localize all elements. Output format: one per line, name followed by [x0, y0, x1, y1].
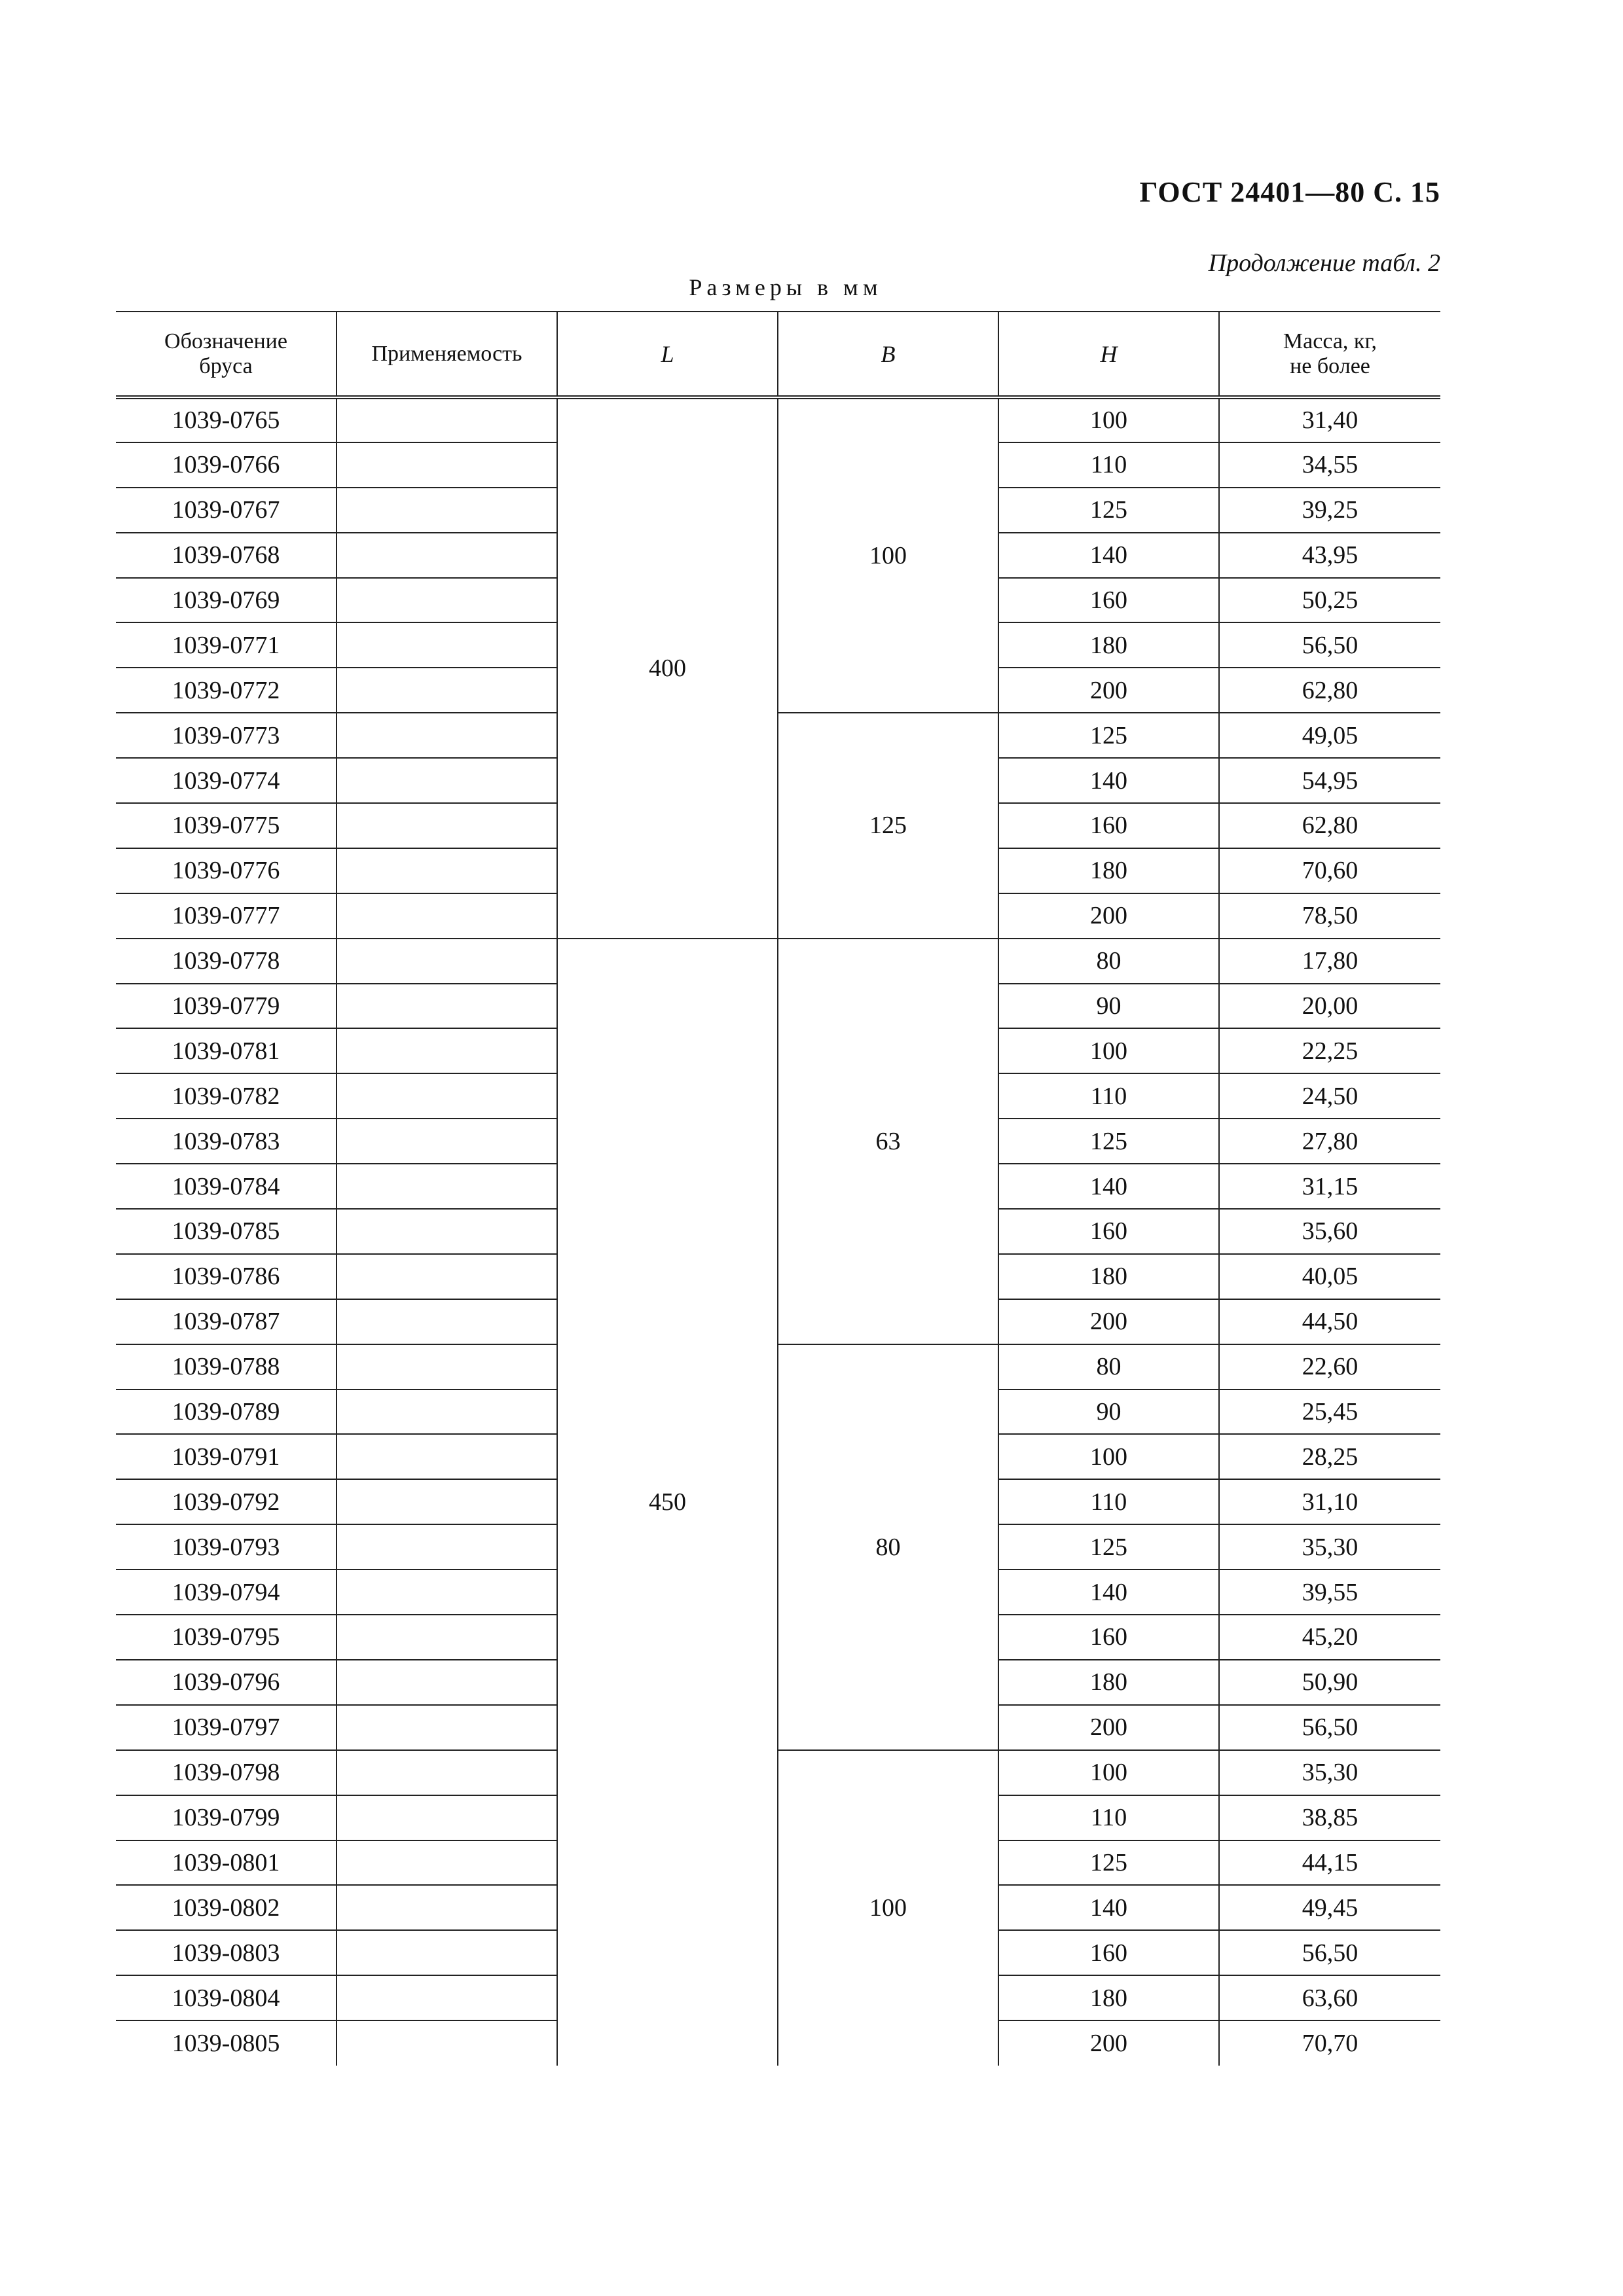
- cell-mass: 49,05: [1219, 713, 1440, 758]
- cell-mass: 20,00: [1219, 984, 1440, 1029]
- cell-mass: 38,85: [1219, 1795, 1440, 1840]
- cell-applicability: [337, 1119, 557, 1164]
- cell-applicability: [337, 2020, 557, 2066]
- cell-code: 1039-0788: [116, 1344, 337, 1390]
- cell-mass: 28,25: [1219, 1434, 1440, 1479]
- cell-mass: 70,60: [1219, 848, 1440, 893]
- cell-H: 160: [998, 1930, 1219, 1975]
- cell-code: 1039-0775: [116, 803, 337, 848]
- cell-H: 180: [998, 622, 1219, 668]
- cell-H: 125: [998, 1524, 1219, 1570]
- cell-H: 160: [998, 803, 1219, 848]
- cell-code: 1039-0779: [116, 984, 337, 1029]
- cell-mass: 35,60: [1219, 1209, 1440, 1254]
- cell-B: 80: [778, 1344, 998, 1750]
- cell-mass: 31,15: [1219, 1164, 1440, 1209]
- cell-H: 180: [998, 848, 1219, 893]
- table-row: [116, 1750, 1440, 1795]
- cell-H: 110: [998, 1795, 1219, 1840]
- cell-mass: 56,50: [1219, 1705, 1440, 1750]
- cell-code: 1039-0801: [116, 1840, 337, 1886]
- cell-H: 180: [998, 1254, 1219, 1299]
- cell-mass: 40,05: [1219, 1254, 1440, 1299]
- cell-mass: 45,20: [1219, 1615, 1440, 1660]
- cell-H: 80: [998, 939, 1219, 984]
- cell-H: 180: [998, 1660, 1219, 1705]
- cell-H: 100: [998, 397, 1219, 442]
- cell-applicability: [337, 713, 557, 758]
- cell-applicability: [337, 1524, 557, 1570]
- cell-applicability: [337, 533, 557, 578]
- cell-H: 90: [998, 984, 1219, 1029]
- cell-mass: 56,50: [1219, 622, 1440, 668]
- cell-code: 1039-0785: [116, 1209, 337, 1254]
- cell-H: 160: [998, 578, 1219, 623]
- cell-H: 90: [998, 1390, 1219, 1435]
- cell-code: 1039-0784: [116, 1164, 337, 1209]
- cell-H: 160: [998, 1615, 1219, 1660]
- cell-applicability: [337, 939, 557, 984]
- cell-code: 1039-0768: [116, 533, 337, 578]
- page-header: ГОСТ 24401—80 С. 15: [1139, 176, 1440, 208]
- cell-code: 1039-0783: [116, 1119, 337, 1164]
- cell-applicability: [337, 1479, 557, 1524]
- header-row: [116, 312, 1440, 397]
- cell-B: 125: [778, 713, 998, 938]
- cell-applicability: [337, 1344, 557, 1390]
- cell-H: 110: [998, 1479, 1219, 1524]
- col-header-applicability: Применяемость: [337, 312, 557, 397]
- cell-H: 140: [998, 1164, 1219, 1209]
- cell-applicability: [337, 1028, 557, 1073]
- cell-applicability: [337, 1930, 557, 1975]
- cell-H: 200: [998, 1299, 1219, 1344]
- cell-H: 200: [998, 668, 1219, 713]
- col-header-mass: Масса, кг, не более: [1219, 312, 1440, 397]
- cell-applicability: [337, 1073, 557, 1119]
- cell-B: 100: [778, 1750, 998, 2066]
- cell-applicability: [337, 848, 557, 893]
- cell-code: 1039-0766: [116, 442, 337, 488]
- cell-H: 140: [998, 1570, 1219, 1615]
- cell-L: 400: [557, 397, 778, 939]
- cell-applicability: [337, 803, 557, 848]
- cell-applicability: [337, 893, 557, 939]
- cell-H: 160: [998, 1209, 1219, 1254]
- table-row: [116, 397, 1440, 442]
- cell-code: 1039-0797: [116, 1705, 337, 1750]
- cell-applicability: [337, 1390, 557, 1435]
- cell-mass: 31,10: [1219, 1479, 1440, 1524]
- table-body: [116, 397, 1440, 2066]
- cell-H: 125: [998, 1119, 1219, 1164]
- cell-H: 125: [998, 713, 1219, 758]
- cell-applicability: [337, 397, 557, 442]
- cell-mass: 70,70: [1219, 2020, 1440, 2066]
- cell-applicability: [337, 1795, 557, 1840]
- cell-code: 1039-0774: [116, 758, 337, 803]
- cell-code: 1039-0798: [116, 1750, 337, 1795]
- cell-mass: 63,60: [1219, 1975, 1440, 2020]
- cell-applicability: [337, 488, 557, 533]
- cell-code: 1039-0777: [116, 893, 337, 939]
- cell-applicability: [337, 578, 557, 623]
- cell-mass: 78,50: [1219, 893, 1440, 939]
- table-header: [116, 312, 1440, 397]
- cell-mass: 44,50: [1219, 1299, 1440, 1344]
- cell-code: 1039-0773: [116, 713, 337, 758]
- mass-table: [116, 311, 1440, 2066]
- cell-code: 1039-0794: [116, 1570, 337, 1615]
- cell-code: 1039-0789: [116, 1390, 337, 1435]
- cell-mass: 24,50: [1219, 1073, 1440, 1119]
- cell-mass: 50,90: [1219, 1660, 1440, 1705]
- cell-applicability: [337, 1299, 557, 1344]
- cell-mass: 43,95: [1219, 533, 1440, 578]
- cell-code: 1039-0791: [116, 1434, 337, 1479]
- cell-mass: 39,25: [1219, 488, 1440, 533]
- cell-L: 450: [557, 939, 778, 2066]
- cell-code: 1039-0771: [116, 622, 337, 668]
- cell-mass: 56,50: [1219, 1930, 1440, 1975]
- table-row: [116, 1344, 1440, 1390]
- cell-applicability: [337, 984, 557, 1029]
- cell-applicability: [337, 1615, 557, 1660]
- cell-code: 1039-0782: [116, 1073, 337, 1119]
- cell-mass: 44,15: [1219, 1840, 1440, 1886]
- cell-code: 1039-0793: [116, 1524, 337, 1570]
- cell-H: 110: [998, 1073, 1219, 1119]
- cell-code: 1039-0796: [116, 1660, 337, 1705]
- cell-code: 1039-0803: [116, 1930, 337, 1975]
- cell-applicability: [337, 1750, 557, 1795]
- cell-code: 1039-0787: [116, 1299, 337, 1344]
- cell-mass: 62,80: [1219, 803, 1440, 848]
- cell-H: 180: [998, 1975, 1219, 2020]
- cell-H: 80: [998, 1344, 1219, 1390]
- cell-code: 1039-0795: [116, 1615, 337, 1660]
- cell-mass: 54,95: [1219, 758, 1440, 803]
- cell-H: 110: [998, 442, 1219, 488]
- cell-applicability: [337, 1885, 557, 1930]
- cell-B: 63: [778, 939, 998, 1344]
- cell-mass: 22,25: [1219, 1028, 1440, 1073]
- cell-applicability: [337, 758, 557, 803]
- cell-code: 1039-0765: [116, 397, 337, 442]
- cell-mass: 25,45: [1219, 1390, 1440, 1435]
- cell-H: 125: [998, 1840, 1219, 1886]
- units-note: Размеры в мм: [689, 274, 883, 300]
- cell-applicability: [337, 1660, 557, 1705]
- cell-applicability: [337, 1209, 557, 1254]
- cell-H: 100: [998, 1028, 1219, 1073]
- cell-code: 1039-0778: [116, 939, 337, 984]
- cell-code: 1039-0805: [172, 2030, 280, 2057]
- cell-mass: 17,80: [1219, 939, 1440, 984]
- cell-mass: 35,30: [1219, 1750, 1440, 1795]
- cell-code: 1039-0776: [116, 848, 337, 893]
- cell-mass: 22,60: [1219, 1344, 1440, 1390]
- cell-B: 100: [778, 397, 998, 713]
- cell-applicability: [337, 1840, 557, 1886]
- cell-mass: 39,55: [1219, 1570, 1440, 1615]
- cell-mass: 62,80: [1219, 668, 1440, 713]
- cell-mass: 31,40: [1219, 397, 1440, 442]
- cell-mass: 50,25: [1219, 578, 1440, 623]
- cell-applicability: [337, 1164, 557, 1209]
- cell-code: 1039-0799: [116, 1795, 337, 1840]
- col-header-L: L: [557, 312, 778, 397]
- cell-mass: 34,55: [1219, 442, 1440, 488]
- cell-H: 200: [998, 2020, 1219, 2066]
- cell-code: 1039-0769: [116, 578, 337, 623]
- cell-H: 200: [998, 1705, 1219, 1750]
- cell-code: 1039-0772: [116, 668, 337, 713]
- cell-code: 1039-0781: [116, 1028, 337, 1073]
- cell-applicability: [337, 668, 557, 713]
- cell-applicability: [337, 1434, 557, 1479]
- cell-applicability: [337, 1570, 557, 1615]
- cell-code: 1039-0792: [116, 1479, 337, 1524]
- table-caption: Продолжение табл. 2: [1208, 249, 1440, 277]
- cell-H: 200: [998, 893, 1219, 939]
- table-row: [116, 713, 1440, 758]
- cell-code: 1039-0786: [116, 1254, 337, 1299]
- cell-mass: 27,80: [1219, 1119, 1440, 1164]
- table-row: [116, 939, 1440, 984]
- cell-applicability: [337, 1705, 557, 1750]
- cell-code: 1039-0804: [116, 1975, 337, 2020]
- cell-H: 125: [998, 488, 1219, 533]
- cell-H: 100: [998, 1750, 1219, 1795]
- col-header-H: H: [998, 312, 1219, 397]
- col-header-B: B: [778, 312, 998, 397]
- cell-H: 140: [998, 758, 1219, 803]
- cell-mass: 35,30: [1219, 1524, 1440, 1570]
- cell-H: 140: [998, 533, 1219, 578]
- cell-applicability: [337, 1254, 557, 1299]
- cell-H: 140: [998, 1885, 1219, 1930]
- cell-code: 1039-0767: [116, 488, 337, 533]
- cell-applicability: [337, 442, 557, 488]
- cell-applicability: [337, 622, 557, 668]
- cell-H: 100: [998, 1434, 1219, 1479]
- cell-code: 1039-0802: [116, 1885, 337, 1930]
- cell-applicability: [337, 1975, 557, 2020]
- col-header-code: Обозначение бруса: [116, 312, 337, 397]
- cell-mass: 49,45: [1219, 1885, 1440, 1930]
